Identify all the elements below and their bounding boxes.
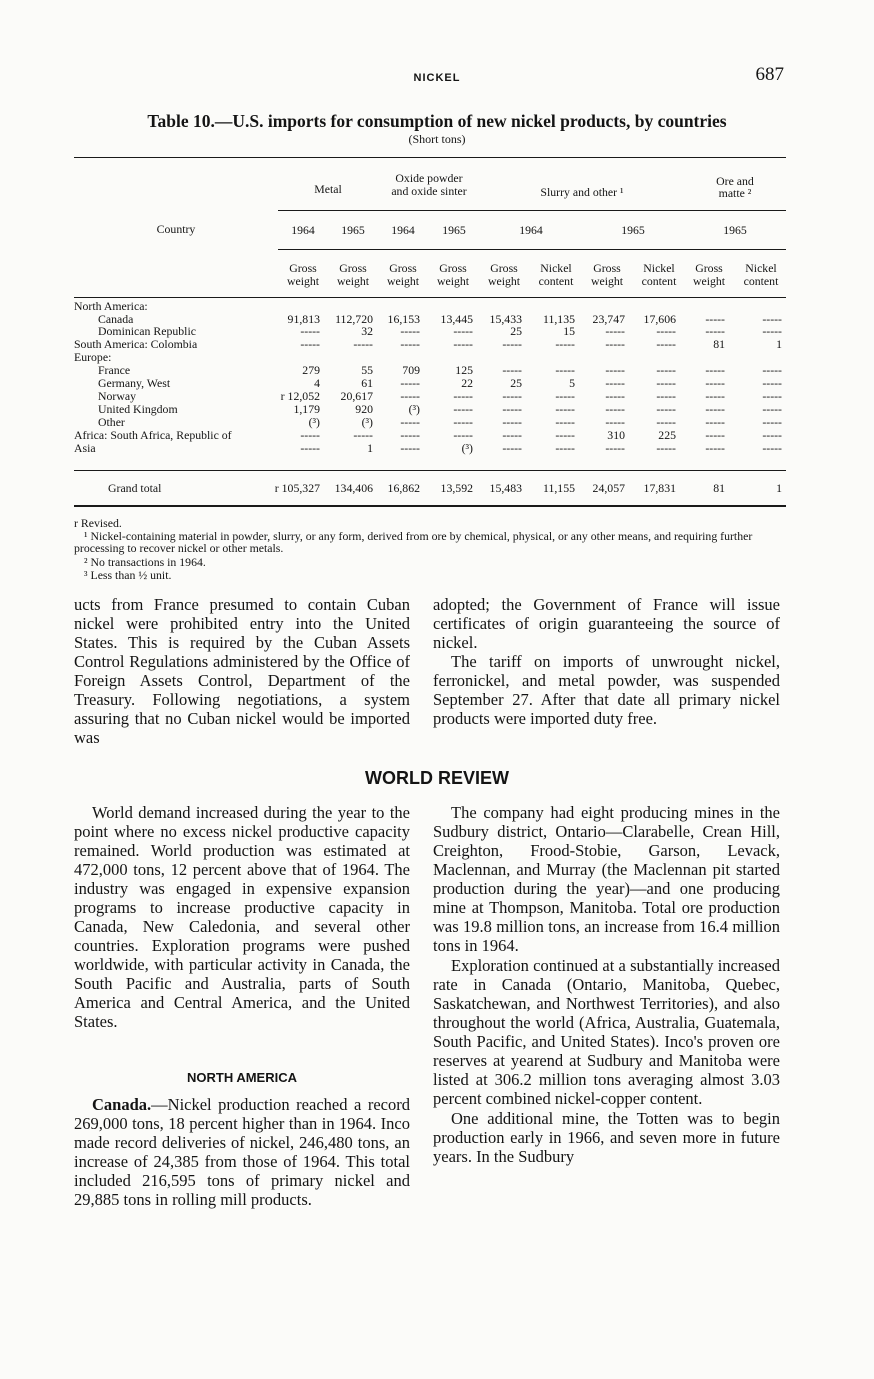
group-header-oxide-line1: Oxide powder — [395, 171, 463, 185]
table-cell: ----- — [656, 415, 676, 429]
total-cell: 24,057 — [592, 481, 625, 495]
table-cell: 55 — [361, 363, 373, 377]
table-cell: ----- — [502, 441, 522, 455]
table-cell: ----- — [705, 324, 725, 338]
footnote-2: ² No transactions in 1964. — [84, 555, 206, 569]
table-cell: ----- — [605, 324, 625, 338]
table-cell: ----- — [762, 428, 782, 442]
table-cell: ----- — [300, 428, 320, 442]
measure-header: Gross — [339, 261, 367, 275]
table-cell: 20,617 — [340, 389, 373, 403]
text-column-right — [433, 803, 780, 1166]
country-header: Country — [156, 222, 196, 236]
table-cell: (³) — [361, 415, 373, 429]
row-label: Canada — [98, 312, 134, 326]
row-label: Other — [98, 415, 125, 429]
table-cell: ----- — [400, 324, 420, 338]
table-cell: 112,720 — [335, 312, 373, 326]
table-cell: ----- — [555, 415, 575, 429]
row-label: Germany, West — [98, 376, 171, 390]
table-cell: (³) — [308, 415, 320, 429]
table-cell: ----- — [502, 363, 522, 377]
table-cell: ----- — [400, 441, 420, 455]
total-label: Grand total — [108, 481, 162, 495]
table-cell: ----- — [656, 376, 676, 390]
table-cell: ----- — [502, 337, 522, 351]
total-cell: 81 — [713, 481, 725, 495]
text-column-left-lower — [74, 1095, 410, 1209]
table-cell: (³) — [408, 402, 420, 416]
paragraph: ucts from France presumed to contain Cuban nickel were prohibited entry into the United States. This is required by the Cuban Assets Control Regulations administered by the Office of Foreign Assets Control, Department of the Treasury. Following negotiations, a system assuring that no Cuban nickel would be imported was — [74, 595, 410, 747]
year-header: 1964 — [391, 223, 415, 237]
table-cell: 16,153 — [387, 312, 420, 326]
table-cell: 4 — [314, 376, 320, 390]
header-bottom-rule — [74, 297, 786, 298]
measure-header: Nickel — [540, 261, 572, 275]
row-label: France — [98, 363, 131, 377]
table-cell: ----- — [453, 324, 473, 338]
measure-header: weight — [386, 274, 420, 288]
table-cell: ----- — [762, 324, 782, 338]
table-top-rule — [74, 157, 786, 158]
table-cell: ----- — [705, 376, 725, 390]
table-cell: ----- — [656, 402, 676, 416]
year-header: 1965 — [621, 223, 645, 237]
group-header-slurry: Slurry and other ¹ — [540, 185, 624, 199]
paragraph: Exploration continued at a substantially increased rate in Canada (Ontario, Manitoba, Quebec, Saskatchewan, and Northwest Territories), and also throughout the world (Africa, Australia, Guatemala, South Pacific, and United States). Inco's proven ore reserves at yearend at Sudbury and Manitoba were listed at 306.2 million tons averaging almost 3.03 percent combined nickel-copper content. — [433, 956, 780, 1108]
table-cell: ----- — [605, 415, 625, 429]
measure-header: weight — [286, 274, 320, 288]
row-label: Norway — [98, 389, 137, 403]
year-header: 1964 — [519, 223, 543, 237]
total-cell: 17,831 — [643, 481, 676, 495]
table-cell: 15 — [563, 324, 575, 338]
paragraph: The tariff on imports of unwrought nickel, ferronickel, and metal powder, was suspended September 27. After that date all primary nickel products were imported duty free. — [433, 652, 780, 728]
table-cell: ----- — [656, 441, 676, 455]
table-cell: ----- — [605, 337, 625, 351]
table-cell: ----- — [353, 337, 373, 351]
row-label: United Kingdom — [98, 402, 178, 416]
table-cell: ----- — [705, 312, 725, 326]
table-cell: 5 — [569, 376, 575, 390]
table-cell: ----- — [656, 324, 676, 338]
table-cell: (³) — [461, 441, 473, 455]
measure-header: Nickel — [643, 261, 675, 275]
table-cell: 15,433 — [489, 312, 522, 326]
group-header-metal: Metal — [314, 182, 342, 196]
total-rule — [74, 470, 786, 471]
measure-header: weight — [692, 274, 726, 288]
row-label: Europe: — [74, 350, 112, 364]
table-cell: 920 — [355, 402, 373, 416]
subsection-heading: NORTH AMERICA — [186, 1070, 297, 1085]
total-cell: r 105,327 — [274, 481, 320, 495]
text-column-right-top — [433, 595, 780, 728]
measure-header: weight — [487, 274, 521, 288]
table-subtitle: (Short tons) — [408, 132, 466, 146]
row-label: Dominican Republic — [98, 324, 196, 338]
measure-header: Gross — [490, 261, 518, 275]
table-cell: ----- — [705, 441, 725, 455]
table-cell: ----- — [555, 389, 575, 403]
table-cell: 279 — [302, 363, 320, 377]
table-cell: r 12,052 — [280, 389, 320, 403]
year-header: 1965 — [442, 223, 466, 237]
footnote-revised: r Revised. — [74, 516, 122, 530]
running-head: NICKEL — [413, 72, 461, 84]
table-cell: ----- — [705, 389, 725, 403]
total-cell: 16,862 — [387, 481, 420, 495]
measure-header: Gross — [289, 261, 317, 275]
table-cell: 17,606 — [643, 312, 676, 326]
table-cell: ----- — [453, 415, 473, 429]
table-cell: 61 — [361, 376, 373, 390]
table-cell: 32 — [361, 324, 373, 338]
table-cell: 1 — [776, 337, 782, 351]
table-cell: ----- — [400, 389, 420, 403]
table-cell: 1,179 — [293, 402, 320, 416]
paragraph: One additional mine, the Totten was to begin production early in 1966, and seven more in future years. In the Sudbury — [433, 1109, 780, 1166]
table-cell: ----- — [705, 428, 725, 442]
table-cell: ----- — [555, 402, 575, 416]
table-cell: 22 — [461, 376, 473, 390]
row-label: Africa: South Africa, Republic of — [74, 428, 232, 442]
paragraph: World demand increased during the year to the point where no excess nickel productive capacity remained. World production was estimated at 472,000 tons, 12 percent above that of 1964. The industry was engaged in expensive expansion programs to increase productive capacity in Canada, New Caledonia, and several other countries. Exploration programs were pushed worldwide, with particular activity in Canada, the South Pacific and Australia, parts of South America and Central America, and the United States. — [74, 803, 410, 1031]
table-bottom-rule — [74, 505, 786, 507]
total-cell: 134,406 — [334, 481, 373, 495]
table-cell: 11,135 — [542, 312, 575, 326]
group-header-ore-line1: Ore and — [716, 174, 754, 188]
table-cell: ----- — [300, 324, 320, 338]
table-cell: ----- — [555, 337, 575, 351]
table-cell: ----- — [605, 402, 625, 416]
table-cell: 1 — [367, 441, 373, 455]
table-cell: 225 — [658, 428, 676, 442]
table-cell: ----- — [502, 415, 522, 429]
table-cell: ----- — [656, 363, 676, 377]
measure-header: Gross — [389, 261, 417, 275]
measure-header: weight — [590, 274, 624, 288]
row-label: Asia — [74, 441, 96, 455]
measure-header: weight — [336, 274, 370, 288]
table-cell: ----- — [762, 441, 782, 455]
text-column-left — [74, 803, 410, 1031]
footnote-1: ¹ Nickel-containing material in powder, slurry, or any form, derived from ore by chemical, physical, or any other means, and requiring further processing to recover nickel or other metals. — [74, 529, 753, 555]
table-cell: 709 — [402, 363, 420, 377]
table-cell: ----- — [656, 389, 676, 403]
table-cell: 25 — [510, 324, 522, 338]
table-cell: ----- — [502, 389, 522, 403]
table-cell: ----- — [762, 312, 782, 326]
page-number: 687 — [755, 64, 784, 85]
table-cell: ----- — [705, 415, 725, 429]
paragraph: The company had eight producing mines in the Sudbury district, Ontario—Clarabelle, Crean Hill, Creighton, Frood-Stobie, Garson, Levack, Maclennan, and Murray (the Maclennan pit started production during the year)—and one producing mine at Thompson, Manitoba. Total ore production was 19.8 million tons, an increase from 16.4 million tons in 1964. — [433, 803, 780, 955]
section-heading: WORLD REVIEW — [365, 768, 509, 788]
row-label: North America: — [74, 299, 148, 313]
table-cell: 81 — [713, 337, 725, 351]
table-title: Table 10.—U.S. imports for consumption of new nickel products, by countries — [147, 111, 727, 131]
measure-header: content — [743, 274, 779, 288]
table-cell: ----- — [762, 415, 782, 429]
table-cell: 23,747 — [592, 312, 625, 326]
table-cell: ----- — [453, 428, 473, 442]
total-cell: 13,592 — [440, 481, 473, 495]
table-cell: ----- — [400, 415, 420, 429]
group-header-oxide-line2: and oxide sinter — [391, 184, 467, 198]
paragraph — [74, 1095, 410, 1209]
table-cell: ----- — [502, 402, 522, 416]
table-cell: ----- — [555, 363, 575, 377]
table-cell: ----- — [605, 363, 625, 377]
table-cell: ----- — [300, 337, 320, 351]
table-cell: ----- — [453, 337, 473, 351]
table-cell: 125 — [455, 363, 473, 377]
table-cell: 13,445 — [440, 312, 473, 326]
run-in-heading: Canada. — [92, 1095, 152, 1114]
measure-header: Gross — [439, 261, 467, 275]
table-cell: 310 — [607, 428, 625, 442]
table-cell: ----- — [400, 428, 420, 442]
table-cell: 25 — [510, 376, 522, 390]
table-cell: ----- — [762, 402, 782, 416]
table-cell: ----- — [656, 337, 676, 351]
text-column-left-top — [74, 595, 410, 747]
group-header-rule — [278, 210, 786, 211]
table-cell: ----- — [300, 441, 320, 455]
row-label: South America: Colombia — [74, 337, 198, 351]
measure-header: weight — [436, 274, 470, 288]
total-cell: 15,483 — [489, 481, 522, 495]
total-cell: 11,155 — [542, 481, 575, 495]
table-cell: ----- — [605, 376, 625, 390]
table-cell: ----- — [762, 363, 782, 377]
table-cell: 91,813 — [287, 312, 320, 326]
measure-header: content — [538, 274, 574, 288]
measure-header: Gross — [695, 261, 723, 275]
total-cell: 1 — [776, 481, 782, 495]
table-cell: ----- — [555, 428, 575, 442]
table-cell: ----- — [605, 441, 625, 455]
table-cell: ----- — [705, 402, 725, 416]
group-header-ore-line2: matte ² — [718, 186, 752, 200]
table-cell: ----- — [400, 376, 420, 390]
table-cell: ----- — [453, 389, 473, 403]
measure-header: Nickel — [745, 261, 777, 275]
table-cell: ----- — [605, 389, 625, 403]
paragraph: adopted; the Government of France will issue certificates of origin guaranteeing the source of nickel. — [433, 595, 780, 652]
table-cell: ----- — [762, 376, 782, 390]
paragraph-text: —Nickel production reached a record 269,000 tons, 18 percent higher than in 1964. Inco made record deliveries of nickel, 246,480 tons, an increase of 24,385 from those of 1964. This total included 216,595 tons of primary nickel and 29,885 tons in rolling mill products. — [74, 1095, 410, 1209]
table-cell: ----- — [400, 337, 420, 351]
table-cell: ----- — [555, 441, 575, 455]
table-cell: ----- — [453, 402, 473, 416]
footnote-3: ³ Less than ½ unit. — [84, 568, 172, 582]
measure-header: content — [641, 274, 677, 288]
table-cell: ----- — [502, 428, 522, 442]
year-header-rule — [278, 249, 786, 250]
measure-header: Gross — [593, 261, 621, 275]
table-cell: ----- — [762, 389, 782, 403]
year-header: 1965 — [723, 223, 747, 237]
year-header: 1965 — [341, 223, 365, 237]
year-header: 1964 — [291, 223, 315, 237]
table-cell: ----- — [705, 363, 725, 377]
table-cell: ----- — [353, 428, 373, 442]
